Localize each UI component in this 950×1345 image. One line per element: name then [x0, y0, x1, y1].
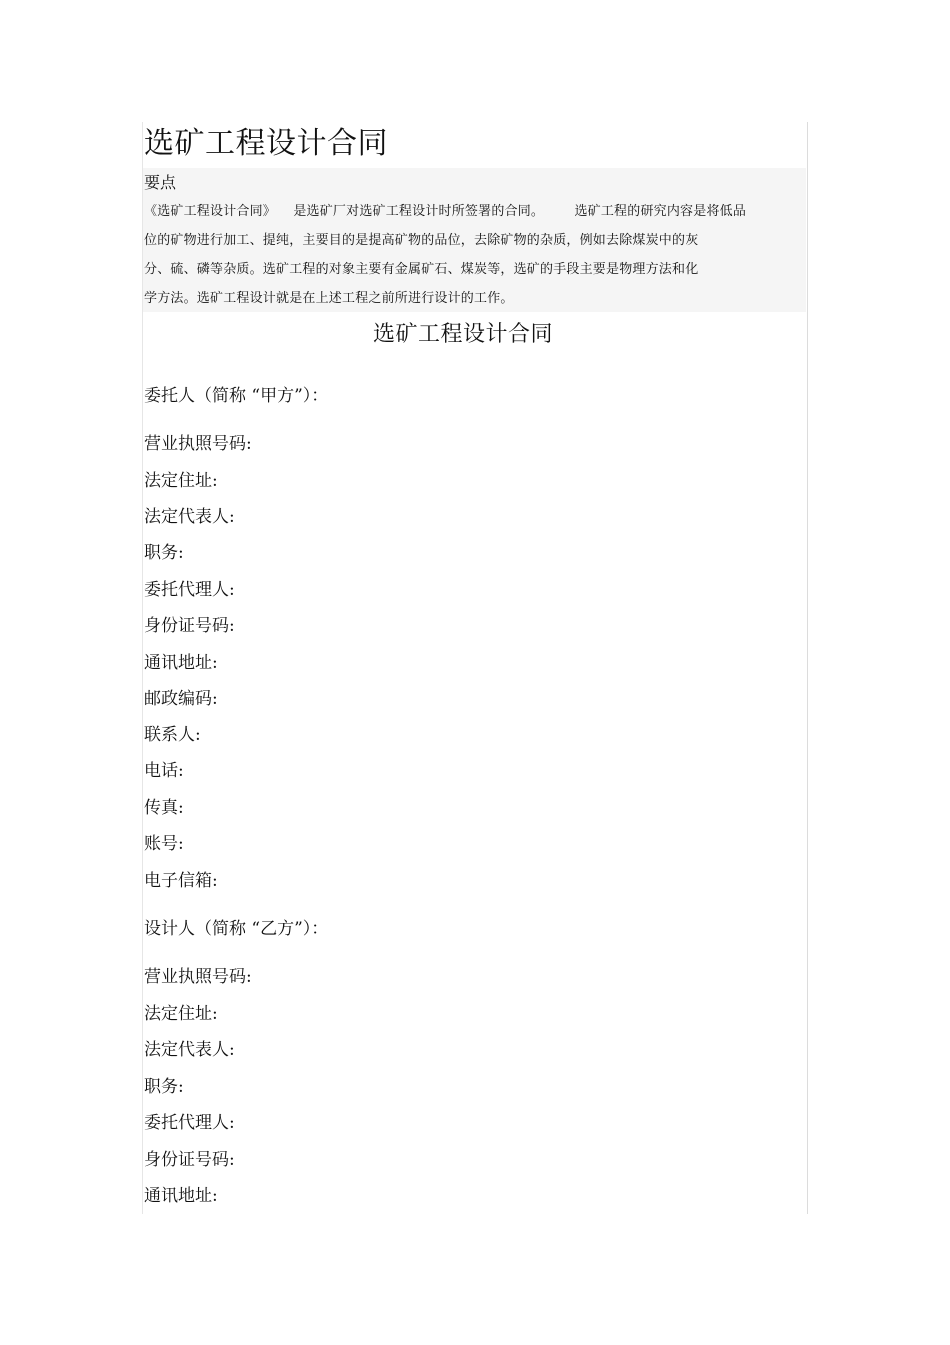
party-b-field: 通讯地址: [144, 1186, 218, 1206]
party-a-field: 身份证号码: [144, 616, 235, 636]
party-b-field: 委托代理人: [144, 1113, 235, 1133]
party-a-field: 传真: [144, 798, 184, 818]
party-a-field: 法定住址: [144, 471, 218, 491]
party-b-field: 法定住址: [144, 1004, 218, 1024]
party-a-field: 委托代理人: [144, 580, 235, 600]
party-b-field: 职务: [144, 1077, 184, 1097]
summary-line: 《选矿工程设计合同》 是选矿厂对选矿工程设计时所签署的合同。 选矿工程的研究内容是将低品 [144, 204, 747, 219]
party-a-field: 邮政编码: [144, 689, 218, 709]
summary-label: 要点 [144, 173, 177, 192]
summary-line: 分、硫、磷等杂质。选矿工程的对象主要有金属矿石、煤炭等，选矿的手段主要是物理方法和化 [144, 262, 699, 277]
party-b-heading: 设计人（简称 “乙方”）： [144, 919, 329, 939]
summary-line: 位的矿物进行加工、提纯，主要目的是提高矿物的品位，去除矿物的杂质，例如去除煤炭中的灰 [144, 233, 699, 248]
party-b-field: 营业执照号码: [144, 967, 252, 987]
party-b-field: 法定代表人: [144, 1040, 235, 1060]
party-b-field: 身份证号码: [144, 1150, 235, 1170]
party-a-field: 法定代表人: [144, 507, 235, 527]
party-a-field: 电话: [144, 761, 184, 781]
summary-line: 学方法。选矿工程设计就是在上述工程之前所进行设计的工作。 [144, 291, 514, 306]
party-a-field: 电子信箱: [144, 871, 218, 891]
party-a-field: 职务: [144, 543, 184, 563]
party-a-field: 营业执照号码: [144, 434, 252, 454]
party-a-field: 账号: [144, 834, 184, 854]
party-a-heading: 委托人（简称 “甲方”）： [144, 386, 329, 406]
party-a-field: 通讯地址: [144, 653, 218, 673]
party-a-field: 联系人: [144, 725, 201, 745]
contract-title: 选矿工程设计合同 [372, 322, 553, 347]
document-heading: 选矿工程设计合同 [144, 126, 388, 161]
